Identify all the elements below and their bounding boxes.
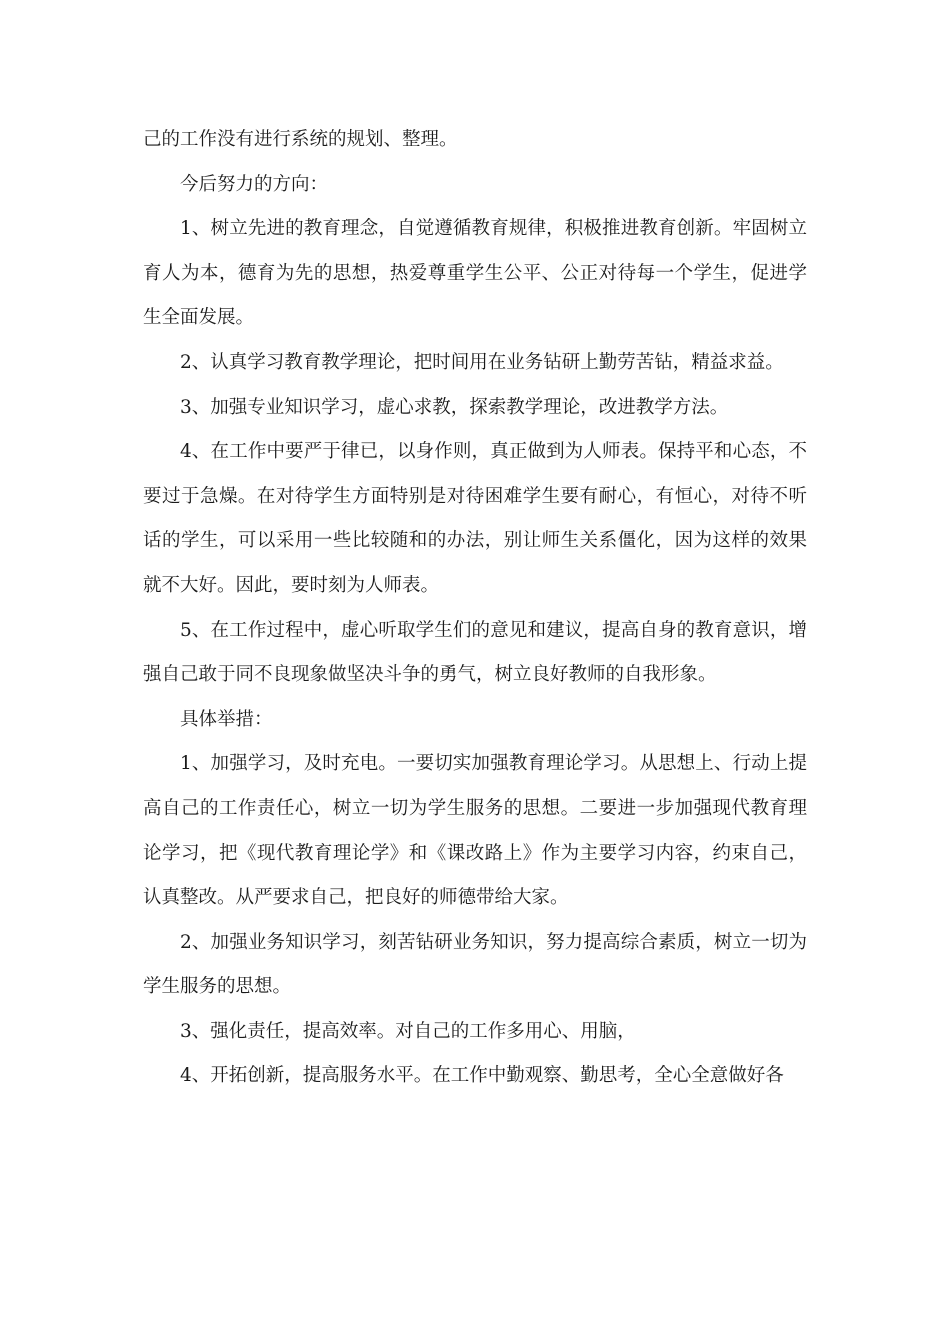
list-item: 4、在工作中要严于律已，以身作则，真正做到为人师表。保持平和心态，不要过于急燥。在对待学生方面特别是对待困难学生要有耐心，有恒心，对待不听话的学生，可以采用一些比较随和的办法，别让师生关系僵化，因为这样的效果就不大好。因此，要时刻为人师表。: [143, 441, 807, 596]
list-item: 2、加强业务知识学习，刻苦钻研业务知识，努力提高综合素质，树立一切为学生服务的思想。: [143, 931, 807, 998]
document-body: [143, 118, 807, 1099]
list-item: 1、加强学习，及时充电。一要切实加强教育理论学习。从思想上、行动上提高自己的工作责任心，树立一切为学生服务的思想。二要进一步加强现代教育理论学习，把《现代教育理论学》和《课改路上》作为主要学习内容，约束自己，认真整改。从严要求自己，把良好的师德带给大家。: [143, 753, 807, 909]
list-item: 2、认真学习教育教学理论，把时间用在业务钻研上勤劳苦钻，精益求益。: [180, 351, 784, 373]
list-item: 5、在工作过程中，虚心听取学生们的意见和建议，提高自身的教育意识，增强自己敢于同不良现象做坚决斗争的勇气，树立良好教师的自我形象。: [143, 619, 807, 686]
list-item: 3、强化责任，提高效率。对自己的工作多用心、用脑，: [180, 1020, 636, 1042]
paragraph-continuation: 己的工作没有进行系统的规划、整理。: [143, 129, 458, 150]
section-heading-future-direction: 今后努力的方向：: [180, 173, 329, 195]
section-heading-measures: 具体举措：: [180, 708, 273, 730]
list-item: 1、树立先进的教育理念，自觉遵循教育规律，积极推进教育创新。牢固树立育人为本，德育为先的思想，热爱尊重学生公平、公正对待每一个学生，促进学生全面发展。: [143, 218, 807, 329]
list-item: 3、加强专业知识学习，虚心求教，探索教学理论，改进教学方法。: [180, 396, 729, 418]
list-item: 4、开拓创新，提高服务水平。在工作中勤观察、勤思考，全心全意做好各: [180, 1065, 784, 1087]
